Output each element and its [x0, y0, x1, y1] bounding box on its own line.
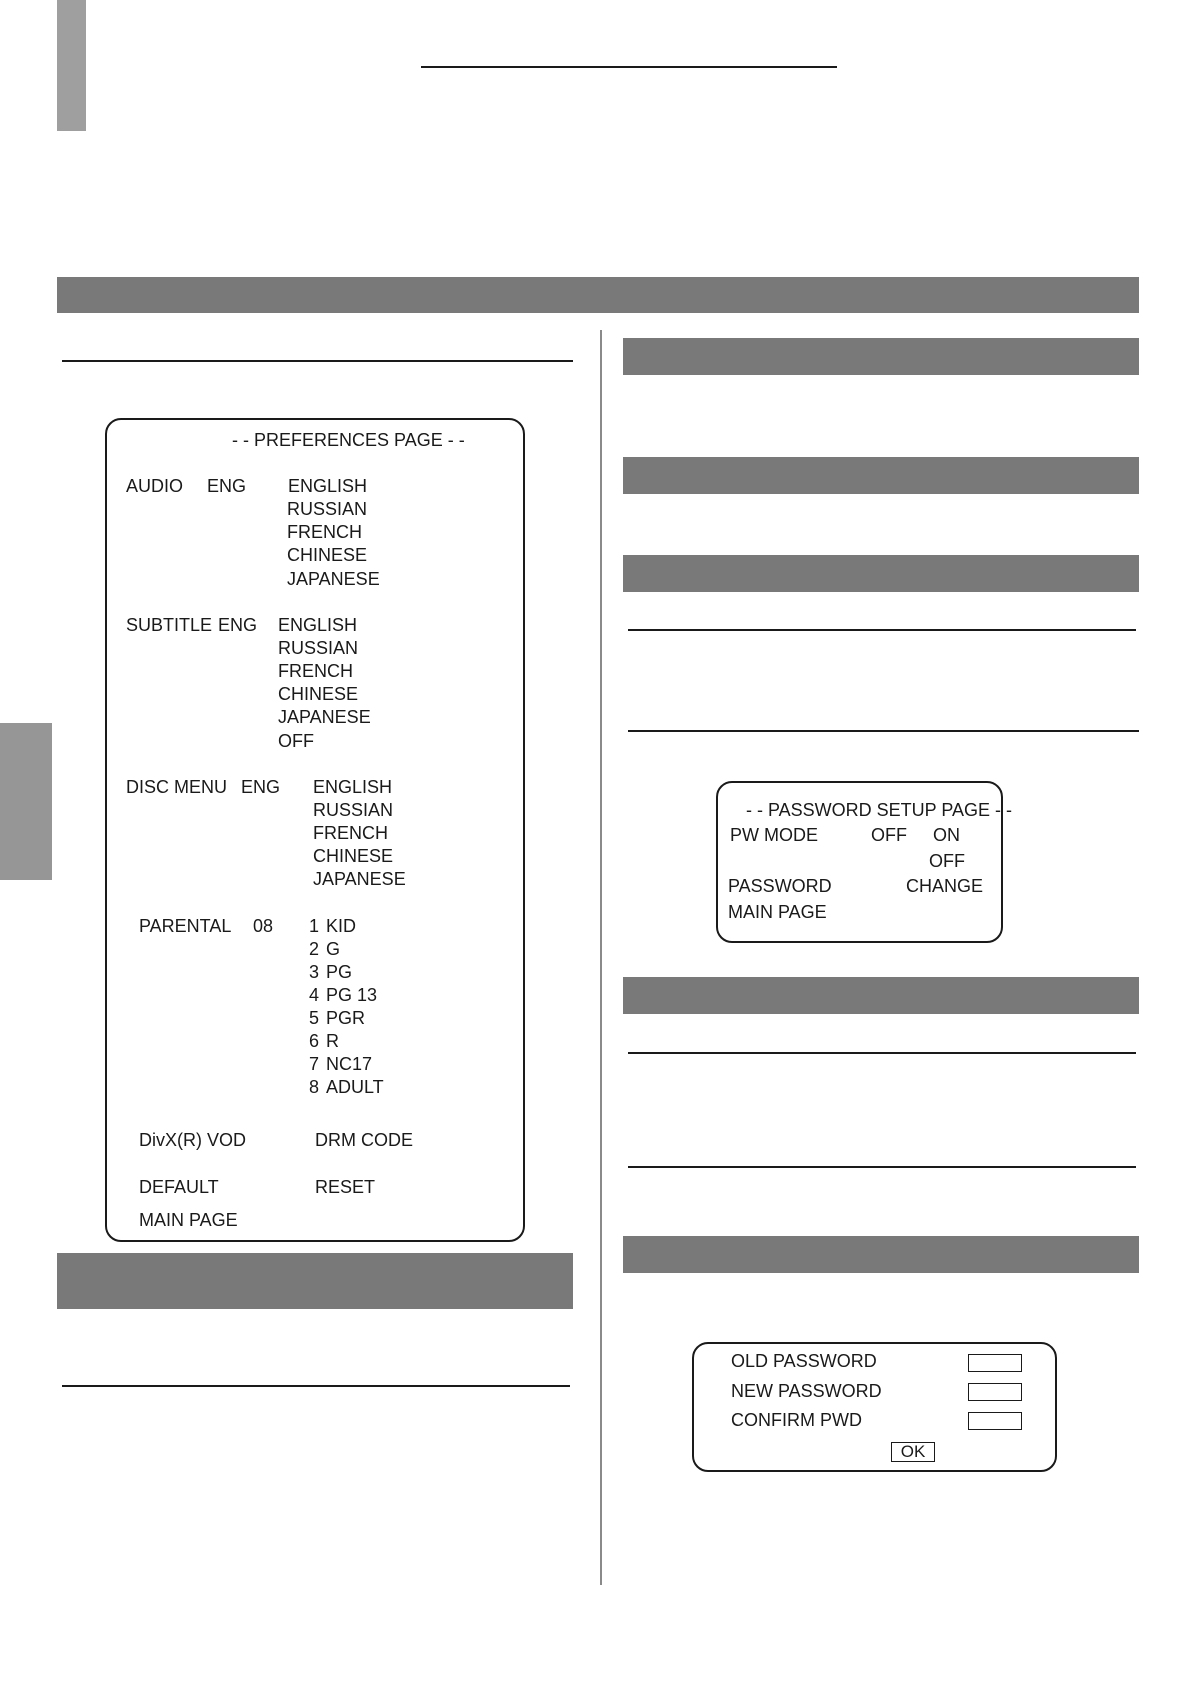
subtitle-label[interactable]: SUBTITLE [126, 615, 213, 635]
right-section-band-5 [623, 1236, 1139, 1273]
column-divider [600, 330, 602, 1585]
disc-menu-value: ENG [241, 777, 281, 797]
disc-menu-option[interactable]: JAPANESE [313, 869, 406, 889]
subtitle-option[interactable]: JAPANESE [278, 707, 371, 727]
pw-mode-value: OFF [871, 825, 907, 845]
parental-option[interactable]: G [326, 939, 341, 959]
main-page-item[interactable]: MAIN PAGE [728, 902, 827, 922]
right-section-band-4 [623, 977, 1139, 1014]
default-value[interactable]: RESET [315, 1177, 376, 1197]
disc-menu-option[interactable]: FRENCH [313, 823, 388, 843]
parental-option-num: 3 [309, 962, 320, 982]
preferences-page-title: - - PREFERENCES PAGE - - [232, 430, 465, 450]
subtitle-option[interactable]: FRENCH [278, 661, 353, 681]
parental-label[interactable]: PARENTAL [139, 916, 232, 936]
parental-option[interactable]: PG [326, 962, 353, 982]
new-password-label: NEW PASSWORD [731, 1381, 882, 1401]
subtitle-value: ENG [218, 615, 258, 635]
password-change-value[interactable]: CHANGE [906, 876, 984, 896]
parental-option[interactable]: ADULT [326, 1077, 384, 1097]
old-password-label: OLD PASSWORD [731, 1351, 877, 1371]
divx-vod-label[interactable]: DivX(R) VOD [139, 1130, 246, 1150]
audio-label[interactable]: AUDIO [126, 476, 184, 496]
parental-option-num: 8 [309, 1077, 320, 1097]
parental-option[interactable]: KID [326, 916, 357, 936]
pw-mode-option-off[interactable]: OFF [929, 851, 965, 871]
parental-option[interactable]: PG 13 [326, 985, 378, 1005]
subtitle-option[interactable]: CHINESE [278, 684, 359, 704]
default-label[interactable]: DEFAULT [139, 1177, 219, 1197]
new-password-input[interactable] [968, 1383, 1022, 1401]
right-section-band-3 [623, 555, 1139, 592]
right-rule-1 [628, 629, 1136, 631]
left-section-band [57, 1253, 573, 1309]
right-rule-2 [628, 730, 1139, 732]
confirm-password-label: CONFIRM PWD [731, 1410, 862, 1430]
page-tab-marker-side [0, 723, 52, 880]
main-page-item[interactable]: MAIN PAGE [139, 1210, 238, 1230]
old-password-input[interactable] [968, 1354, 1022, 1372]
pw-mode-option-on[interactable]: ON [933, 825, 960, 845]
right-section-band-2 [623, 457, 1139, 494]
audio-value: ENG [207, 476, 247, 496]
right-rule-4 [628, 1166, 1136, 1168]
divx-vod-value[interactable]: DRM CODE [315, 1130, 413, 1150]
parental-value: 08 [253, 916, 274, 936]
parental-option-num: 5 [309, 1008, 320, 1028]
subtitle-option[interactable]: OFF [278, 731, 314, 751]
parental-option[interactable]: NC17 [326, 1054, 373, 1074]
page-tab-marker-top [57, 0, 86, 131]
disc-menu-option[interactable]: RUSSIAN [313, 800, 394, 820]
right-section-band-1 [623, 338, 1139, 375]
section-header-band [57, 277, 1139, 313]
ok-button[interactable]: OK [891, 1442, 935, 1462]
left-rule-1 [62, 360, 573, 362]
audio-option[interactable]: FRENCH [287, 522, 362, 542]
confirm-password-input[interactable] [968, 1412, 1022, 1430]
left-rule-2 [62, 1385, 570, 1387]
right-rule-3 [628, 1052, 1136, 1054]
audio-option[interactable]: JAPANESE [287, 569, 380, 589]
parental-option[interactable]: PGR [326, 1008, 366, 1028]
audio-option[interactable]: RUSSIAN [287, 499, 368, 519]
audio-option[interactable]: CHINESE [287, 545, 368, 565]
password-label[interactable]: PASSWORD [728, 876, 832, 896]
subtitle-option[interactable]: RUSSIAN [278, 638, 359, 658]
title-rule [421, 66, 837, 68]
subtitle-option[interactable]: ENGLISH [278, 615, 358, 635]
audio-option[interactable]: ENGLISH [288, 476, 368, 496]
parental-option-num: 2 [309, 939, 320, 959]
disc-menu-option[interactable]: CHINESE [313, 846, 394, 866]
disc-menu-label[interactable]: DISC MENU [126, 777, 228, 797]
pw-mode-label[interactable]: PW MODE [730, 825, 818, 845]
password-setup-title: - - PASSWORD SETUP PAGE - - [746, 800, 1013, 820]
parental-option-num: 7 [309, 1054, 320, 1074]
parental-option[interactable]: R [326, 1031, 339, 1051]
parental-option-num: 1 [309, 916, 320, 936]
disc-menu-option[interactable]: ENGLISH [313, 777, 393, 797]
parental-option-num: 6 [309, 1031, 320, 1051]
parental-option-num: 4 [309, 985, 320, 1005]
